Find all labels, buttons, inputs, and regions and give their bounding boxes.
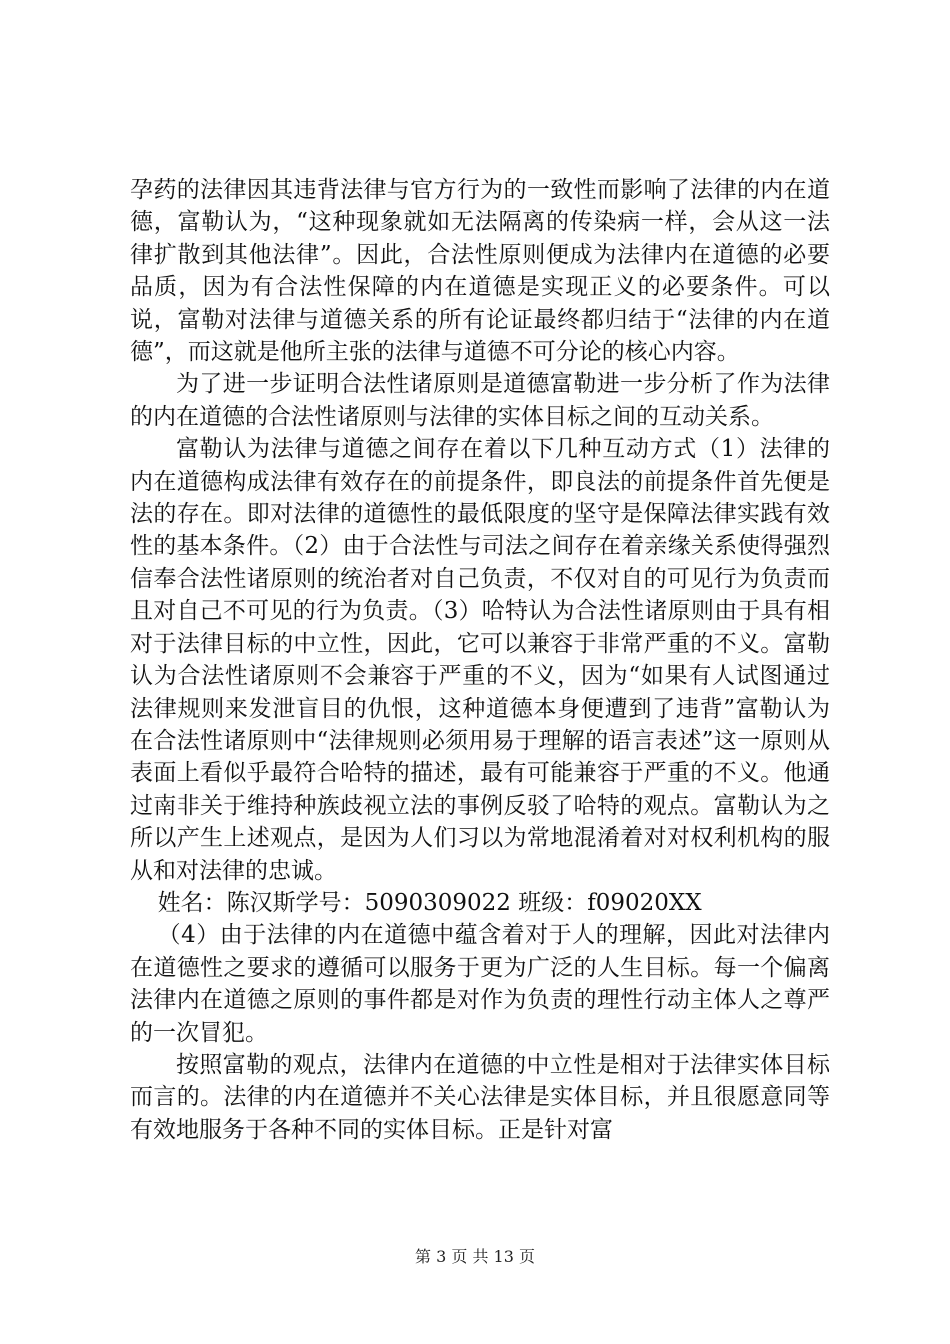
paragraph-point-four: （4）由于法律的内在道德中蕴含着对于人的理解，因此对法律内在道德性之要求的遵循可以服务于更为广泛的人生目标。每一个偏离法律内在道德之原则的事件都是对作为负责的理性行动主体人之尊严的一次冒犯。 — [130, 922, 830, 1046]
paragraph-continuation: 孕药的法律因其违背法律与官方行为的一致性而影响了法律的内在道德，富勒认为，“这种现象就如无法隔离的传染病一样，会从这一法律扩散到其他法律”。因此，合法性原则便成为法律内在道德的必要品质，因为有合法性保障的内在道德是实现正义的必要条件。可以说，富勒对法律与道德关系的所有论证最终都归结于“法律的内在道德”，而这就是他所主张的法律与道德不可分论的核心内容。 — [130, 177, 830, 366]
author-info-line: 姓名：陈汉斯学号：5090309022 班级：f09020XX — [157, 889, 702, 916]
paragraph-neutrality: 按照富勒的观点，法律内在道德的中立性是相对于法律实体目标而言的。法律的内在道德并不关心法律是实体目标，并且很愿意同等有效地服务于各种不同的实体目标。正是针对富 — [130, 1051, 830, 1143]
paragraph-interaction-modes: 富勒认为法律与道德之间存在着以下几种互动方式（1）法律的内在道德构成法律有效存在的前提条件，即良法的前提条件首先便是法的存在。即对法律的道德性的最低限度的坚守是保障法律实践有效性的基本条件。（2）由于合法性与司法之间存在着亲缘关系使得强烈信奉合法性诸原则的统治者对自己负责，不仅对自的可见行为负责而且对自己不可见的行为负责。（3）哈特认为合法性诸原则由于具有相对于法律目标的中立性，因此，它可以兼容于非常严重的不义。富勒认为合法性诸原则不会兼容于严重的不义，因为“如果有人试图通过法律规则来发泄盲目的仇恨，这种道德本身便遭到了违背”富勒认为在合法性诸原则中“法律规则必须用易于理解的语言表述”这一原则从表面上看似乎最符合哈特的描述，最有可能兼容于严重的不义。他通过南非关于维持种族歧视立法的事例反驳了哈特的观点。富勒认为之所以产生上述观点，是因为人们习以为常地混淆着对对权利机构的服从和对法律的忠诚。 — [130, 436, 830, 884]
document-body — [130, 174, 830, 1146]
paragraph-further-proof: 为了进一步证明合法性诸原则是道德富勒进一步分析了作为法律的内在道德的合法性诸原则与法律的实体目标之间的互动关系。 — [130, 371, 830, 430]
page-number-footer: 第 3 页 共 13 页 — [415, 1247, 535, 1266]
